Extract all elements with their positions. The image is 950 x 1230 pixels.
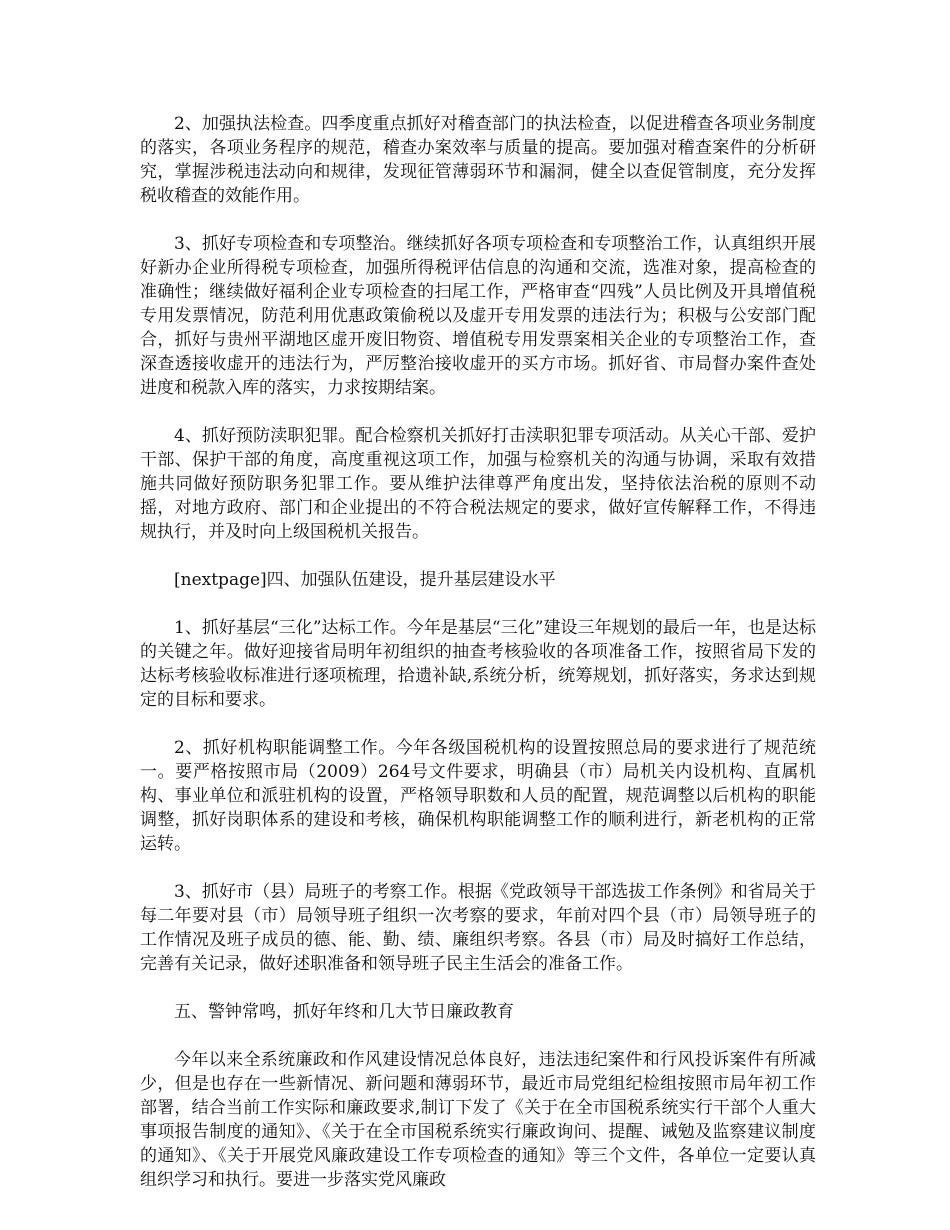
- paragraph-integrity-status: 今年以来全系统廉政和作风建设情况总体良好，违法违纪案件和行风投诉案件有所减少，但是也存在一些新情况、新问题和薄弱环节，最近市局党组纪检组按照市局年初工作部署，结合当前工作实际和廉政要求,制订下发了《关于在全市国税系统实行干部个人重大事项报告制度的通知》、《关于在全市国税系统实行廉政询问、提醒、诫勉及监察建议制度的通知》、《关于开展党风廉政建设工作专项检查的通知》等三个文件，各单位一定要认真组织学习和执行。要进一步落实党风廉政: [140, 1050, 816, 1190]
- paragraph-special-inspection: 3、抓好专项检查和专项整治。继续抓好各项专项检查和专项整治工作，认真组织开展好新办企业所得税专项检查，加强所得税评估信息的沟通和交流，选准对象，提高检查的准确性；继续做好福利企业专项检查的扫尾工作，严格审查“四残”人员比例及开具增值税专用发票情况，防范利用优惠政策偷税以及虚开专用发票的违法行为；积极与公安部门配合，抓好与贵州平湖地区虚开废旧物资、增值税专用发票案相关企业的专项整治工作，查深查透接收虚开的违法行为，严厉整治接收虚开的买方市场。抓好省、市局督办案件查处进度和税款入库的落实，力求按期结案。: [140, 234, 816, 398]
- section-heading-team-building: [nextpage]四、加强队伍建设，提升基层建设水平: [174, 570, 556, 590]
- paragraph-enforcement-inspection: 2、加强执法检查。四季度重点抓好对稽查部门的执法检查，以促进稽查各项业务制度的落实，各项业务程序的规范，稽查办案效率与质量的提高。要加强对稽查案件的分析研究，掌握涉税违法动向和规律，发现征管薄弱环节和漏洞，健全以查促管制度，充分发挥税收稽查的效能作用。: [140, 114, 816, 206]
- paragraph-prevent-malfeasance: 4、抓好预防渎职犯罪。配合检察机关抓好打击渎职犯罪专项活动。从关心干部、爱护干部、保护干部的角度，高度重视这项工作，加强与检察机关的沟通与协调，采取有效措施共同做好预防职务犯罪工作。要从维护法律尊严角度出发，坚持依法治税的原则不动摇，对地方政府、部门和企业提出的不符合税法规定的要求，做好宣传解释工作，不得违规执行，并及时向上级国税机关报告。: [140, 426, 816, 542]
- paragraph-leadership-review: 3、抓好市（县）局班子的考察工作。根据《党政领导干部选拔工作条例》和省局关于每二年要对县（市）局领导班子组织一次考察的要求，年前对四个县（市）局领导班子的工作情况及班子成员的德、能、勤、绩、廉组织考察。各县（市）局及时搞好工作总结，完善有关记录，做好述职准备和领导班子民主生活会的准备工作。: [140, 882, 816, 974]
- paragraph-grassroots-standards: 1、抓好基层“三化”达标工作。今年是基层“三化”建设三年规划的最后一年，也是达标的关键之年。做好迎接省局明年初组织的抽查考核验收的各项准备工作，按照省局下发的达标考核验收标准进行逐项梳理，拾遗补缺,系统分析，统筹规划，抓好落实，务求达到规定的目标和要求。: [140, 618, 816, 710]
- document-page: [140, 112, 816, 1192]
- section-heading-integrity-education: 五、警钟常鸣，抓好年终和几大节日廉政教育: [174, 1002, 514, 1022]
- paragraph-institutional-adjustment: 2、抓好机构职能调整工作。今年各级国税机构的设置按照总局的要求进行了规范统一。要严格按照市局（2009）264号文件要求，明确县（市）局机关内设机构、直属机构、事业单位和派驻机构的设置，严格领导职数和人员的配置，规范调整以后机构的职能调整，抓好岗职体系的建设和考核，确保机构职能调整工作的顺利进行，新老机构的正常运转。: [140, 738, 816, 854]
